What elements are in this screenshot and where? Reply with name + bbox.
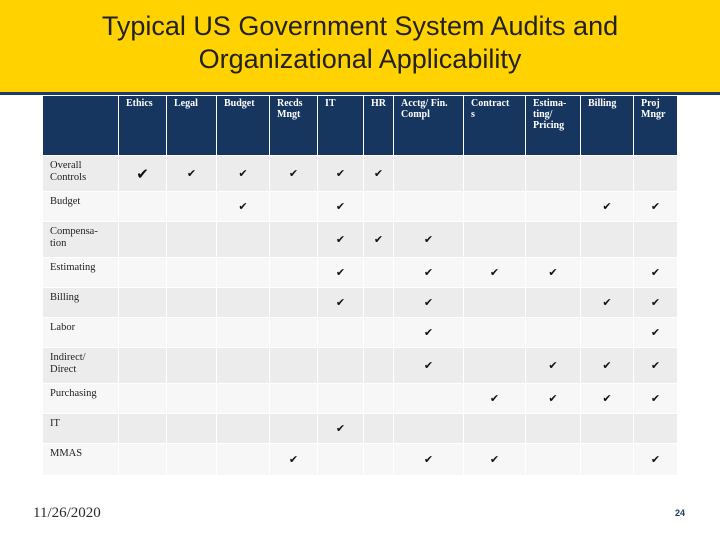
empty-cell [526, 192, 581, 222]
empty-cell [364, 384, 394, 414]
table-row [43, 192, 678, 222]
empty-cell [119, 384, 167, 414]
check-icon: ✔ [394, 348, 464, 384]
table-header-row [43, 96, 678, 156]
empty-cell [119, 318, 167, 348]
empty-cell [318, 318, 364, 348]
table-header-corner [43, 96, 119, 156]
empty-cell [119, 192, 167, 222]
check-icon: ✔ [526, 348, 581, 384]
empty-cell [318, 384, 364, 414]
empty-cell [217, 318, 270, 348]
check-icon: ✔ [364, 222, 394, 258]
row-label: Budget [43, 192, 119, 222]
check-icon: ✔ [581, 192, 634, 222]
table-row [43, 444, 678, 476]
check-icon: ✔ [581, 348, 634, 384]
empty-cell [167, 258, 217, 288]
empty-cell [464, 192, 526, 222]
check-icon: ✔ [394, 444, 464, 476]
column-header-acctg-fin-compl: Acctg/ Fin. Compl [394, 96, 464, 156]
check-icon: ✔ [634, 192, 678, 222]
empty-cell [270, 258, 318, 288]
check-icon: ✔ [394, 318, 464, 348]
empty-cell [167, 444, 217, 476]
row-label: Estimating [43, 258, 119, 288]
check-icon: ✔ [526, 384, 581, 414]
check-icon: ✔ [217, 192, 270, 222]
empty-cell [270, 288, 318, 318]
check-icon: ✔ [270, 444, 318, 476]
empty-cell [581, 318, 634, 348]
empty-cell [526, 222, 581, 258]
check-icon: ✔ [464, 384, 526, 414]
column-header-proj-mngr: Proj Mngr [634, 96, 678, 156]
column-header-legal: Legal [167, 96, 217, 156]
empty-cell [167, 414, 217, 444]
empty-cell [270, 222, 318, 258]
table-row [43, 258, 678, 288]
empty-cell [270, 318, 318, 348]
empty-cell [119, 414, 167, 444]
check-icon: ✔ [318, 258, 364, 288]
check-icon: ✔ [318, 222, 364, 258]
empty-cell [394, 192, 464, 222]
empty-cell [364, 258, 394, 288]
empty-cell [526, 444, 581, 476]
empty-cell [526, 156, 581, 192]
check-icon: ✔ [270, 156, 318, 192]
table-row [43, 318, 678, 348]
slide-date: 11/26/2020 [33, 505, 101, 521]
empty-cell [318, 444, 364, 476]
check-icon: ✔ [217, 156, 270, 192]
empty-cell [217, 288, 270, 318]
column-header-budget: Budget [217, 96, 270, 156]
empty-cell [270, 192, 318, 222]
empty-cell [119, 258, 167, 288]
empty-cell [364, 318, 394, 348]
page-number: 24 [674, 508, 685, 518]
empty-cell [167, 222, 217, 258]
empty-cell [217, 384, 270, 414]
empty-cell [364, 414, 394, 444]
check-icon: ✔ [394, 288, 464, 318]
empty-cell [394, 384, 464, 414]
empty-cell [364, 288, 394, 318]
empty-cell [167, 318, 217, 348]
empty-cell [119, 288, 167, 318]
check-icon: ✔ [581, 288, 634, 318]
empty-cell [581, 156, 634, 192]
check-icon: ✔ [634, 348, 678, 384]
check-icon: ✔ [634, 288, 678, 318]
check-icon: ✔ [318, 156, 364, 192]
empty-cell [318, 348, 364, 384]
check-icon: ✔ [634, 444, 678, 476]
column-header-recds-mngt: Recds Mngt [270, 96, 318, 156]
empty-cell [217, 258, 270, 288]
empty-cell [634, 414, 678, 444]
table-row [43, 288, 678, 318]
empty-cell [364, 348, 394, 384]
audit-applicability-table [42, 95, 678, 476]
table-body [43, 156, 678, 476]
check-icon: ✔ [394, 222, 464, 258]
check-icon: ✔ [318, 414, 364, 444]
table-row [43, 414, 678, 444]
column-header-it: IT [318, 96, 364, 156]
empty-cell [119, 444, 167, 476]
check-icon: ✔ [634, 384, 678, 414]
slide-title-line-1: Typical US Government System Audits and [101, 11, 619, 41]
row-label: Purchasing [43, 384, 119, 414]
check-icon: ✔ [119, 156, 167, 192]
empty-cell [364, 444, 394, 476]
empty-cell [526, 414, 581, 444]
check-icon: ✔ [318, 288, 364, 318]
empty-cell [119, 348, 167, 384]
empty-cell [119, 222, 167, 258]
column-header-ethics: Ethics [119, 96, 167, 156]
row-label: Billing [43, 288, 119, 318]
row-label: IT [43, 414, 119, 444]
check-icon: ✔ [364, 156, 394, 192]
table-row [43, 348, 678, 384]
empty-cell [270, 384, 318, 414]
empty-cell [526, 288, 581, 318]
empty-cell [581, 258, 634, 288]
slide-title [0, 10, 720, 76]
check-icon: ✔ [464, 444, 526, 476]
row-label: MMAS [43, 444, 119, 476]
check-icon: ✔ [581, 384, 634, 414]
empty-cell [167, 192, 217, 222]
row-label: Compensa- tion [43, 222, 119, 258]
slide-title-line-2: Organizational Applicability [198, 44, 522, 74]
row-label: Labor [43, 318, 119, 348]
empty-cell [167, 348, 217, 384]
check-icon: ✔ [167, 156, 217, 192]
column-header-estimating-pricing: Estima- ting/ Pricing [526, 96, 581, 156]
check-icon: ✔ [634, 318, 678, 348]
check-icon: ✔ [394, 258, 464, 288]
empty-cell [634, 222, 678, 258]
row-label: Overall Controls [43, 156, 119, 192]
empty-cell [217, 414, 270, 444]
empty-cell [464, 318, 526, 348]
empty-cell [167, 384, 217, 414]
empty-cell [217, 348, 270, 384]
column-header-billing: Billing [581, 96, 634, 156]
empty-cell [464, 156, 526, 192]
empty-cell [581, 222, 634, 258]
empty-cell [464, 348, 526, 384]
empty-cell [217, 444, 270, 476]
column-header-contracts: Contract s [464, 96, 526, 156]
empty-cell [270, 414, 318, 444]
empty-cell [464, 414, 526, 444]
empty-cell [394, 156, 464, 192]
empty-cell [167, 288, 217, 318]
empty-cell [581, 414, 634, 444]
row-label: Indirect/ Direct [43, 348, 119, 384]
empty-cell [634, 156, 678, 192]
check-icon: ✔ [464, 258, 526, 288]
empty-cell [526, 318, 581, 348]
empty-cell [464, 222, 526, 258]
empty-cell [581, 444, 634, 476]
check-icon: ✔ [634, 258, 678, 288]
check-icon: ✔ [526, 258, 581, 288]
check-icon: ✔ [318, 192, 364, 222]
empty-cell [394, 414, 464, 444]
empty-cell [364, 192, 394, 222]
empty-cell [217, 222, 270, 258]
empty-cell [270, 348, 318, 384]
table-row [43, 156, 678, 192]
table-row [43, 222, 678, 258]
empty-cell [464, 288, 526, 318]
table-row [43, 384, 678, 414]
column-header-hr: HR [364, 96, 394, 156]
